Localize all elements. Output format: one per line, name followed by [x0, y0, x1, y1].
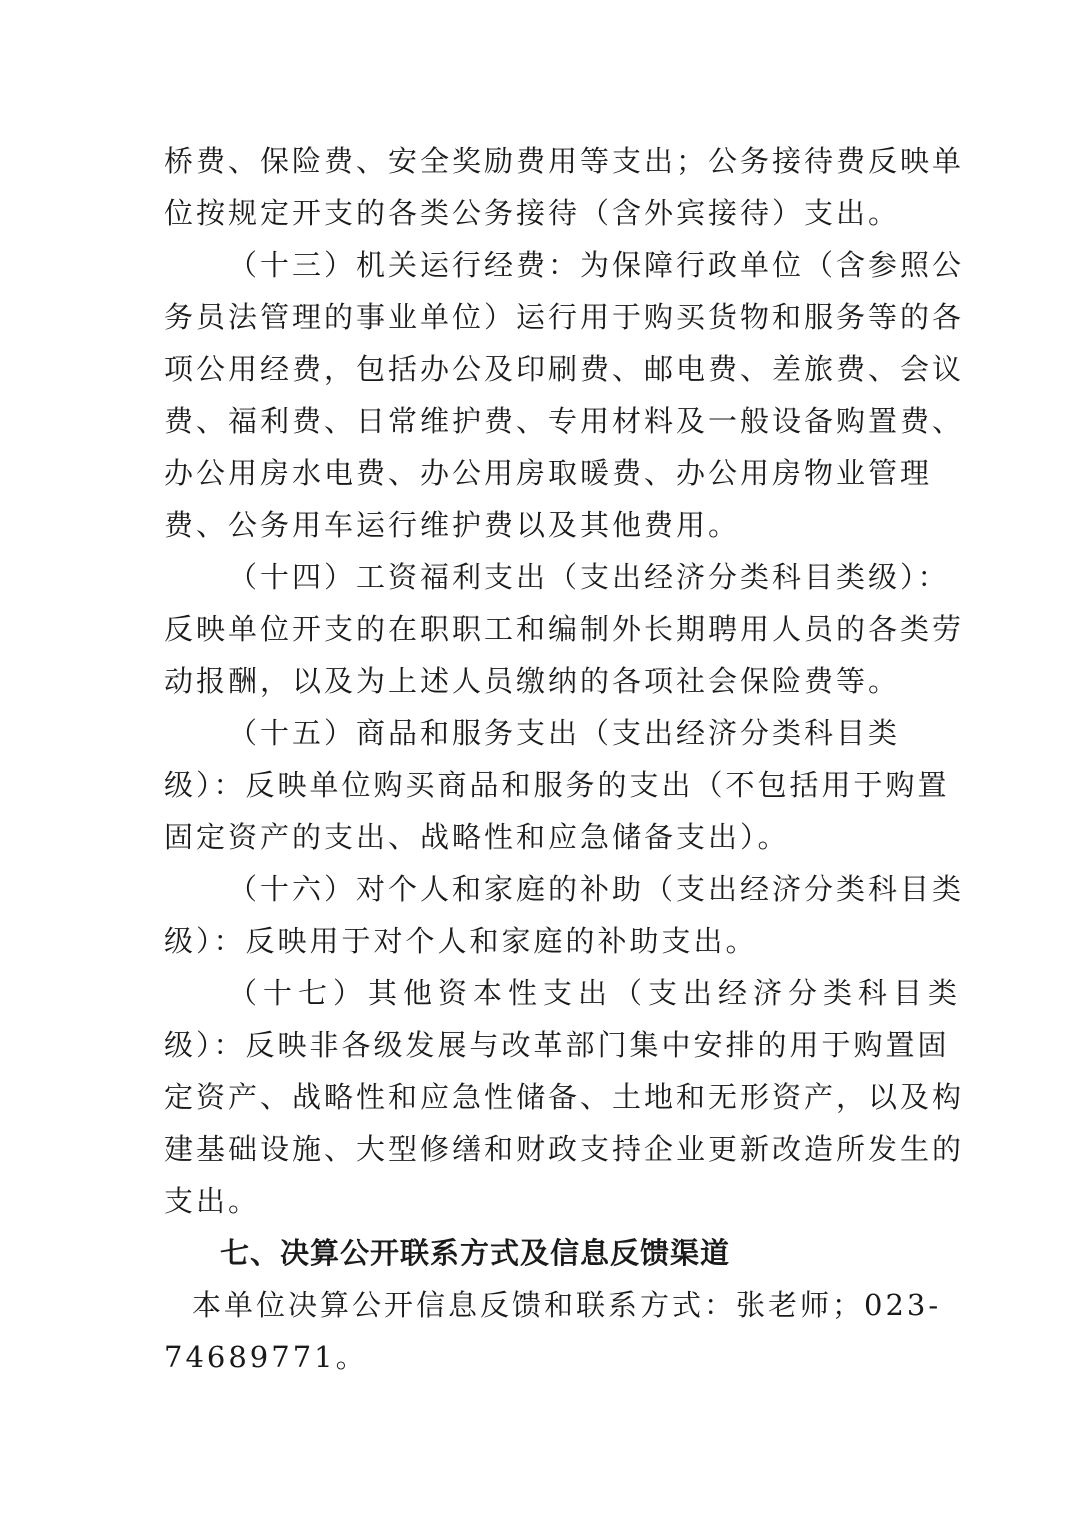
- paragraph-line: 级）：反映用于对个人和家庭的补助支出。: [164, 924, 758, 958]
- paragraph-line: 支出。: [164, 1184, 261, 1218]
- paragraph-line: （十六）对个人和家庭的补助（支出经济分类科目类: [228, 872, 965, 906]
- paragraph-line: 建基础设施、大型修缮和财政支持企业更新改造所发生的: [164, 1132, 965, 1166]
- paragraph-line: （十三）机关运行经费：为保障行政单位（含参照公: [228, 248, 965, 282]
- contact-line: 74689771。: [164, 1340, 368, 1374]
- paragraph-line: 级）：反映单位购买商品和服务的支出（不包括用于购置: [164, 768, 950, 802]
- paragraph-line: 动报酬，以及为上述人员缴纳的各项社会保险费等。: [164, 664, 901, 698]
- contact-line: 本单位决算公开信息反馈和联系方式：张老师；023-: [192, 1288, 942, 1322]
- paragraph-line: 级）：反映非各级发展与改革部门集中安排的用于购置固: [164, 1028, 950, 1062]
- paragraph-line: 费、公务用车运行维护费以及其他费用。: [164, 508, 741, 542]
- paragraph-line: 定资产、战略性和应急性储备、土地和无形资产，以及构: [164, 1080, 965, 1114]
- paragraph-line: 桥费、保险费、安全奖励费用等支出；公务接待费反映单: [164, 144, 965, 178]
- paragraph-line: 项公用经费，包括办公及印刷费、邮电费、差旅费、会议: [164, 352, 965, 386]
- paragraph-line: 反映单位开支的在职职工和编制外长期聘用人员的各类劳: [164, 612, 965, 646]
- paragraph-line: 务员法管理的事业单位）运行用于购买货物和服务等的各: [164, 300, 965, 334]
- paragraph-line: （十五）商品和服务支出（支出经济分类科目类: [228, 716, 901, 750]
- paragraph-line: 办公用房水电费、办公用房取暖费、办公用房物业管理: [164, 456, 933, 490]
- section-heading: 七、决算公开联系方式及信息反馈渠道: [220, 1236, 731, 1270]
- paragraph-line: 固定资产的支出、战略性和应急储备支出）。: [164, 820, 790, 854]
- paragraph-line: （十四）工资福利支出（支出经济分类科目类级）：: [228, 560, 950, 594]
- paragraph-line: 位按规定开支的各类公务接待（含外宾接待）支出。: [164, 196, 901, 230]
- paragraph-line: 费、福利费、日常维护费、专用材料及一般设备购置费、: [164, 404, 965, 438]
- paragraph-line: （十七）其他资本性支出（支出经济分类科目类: [228, 976, 964, 1010]
